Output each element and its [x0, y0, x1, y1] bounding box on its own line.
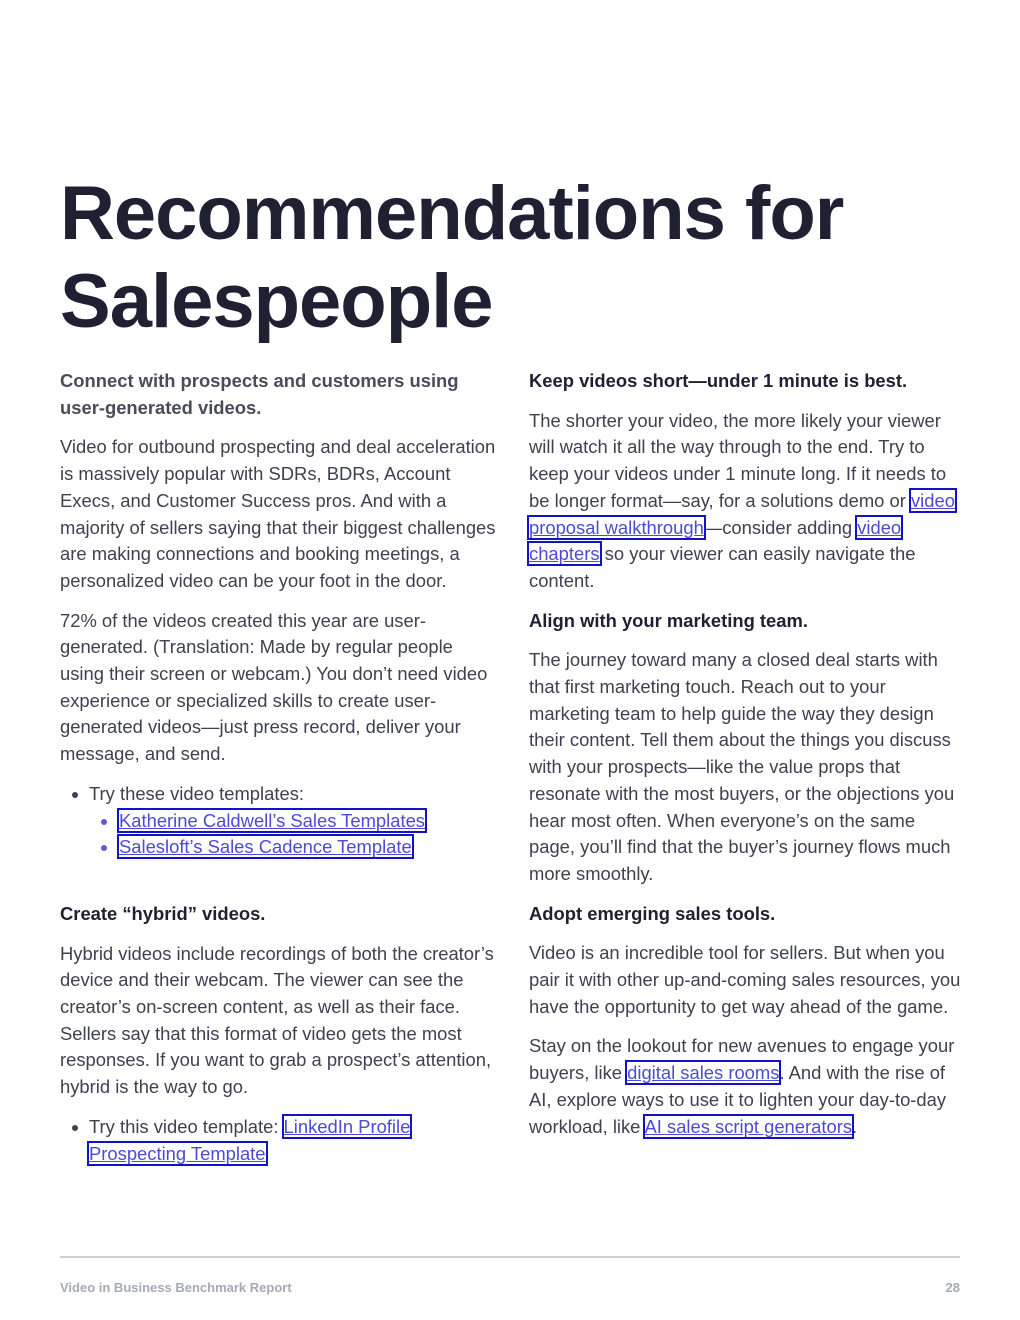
footer-report-name: Video in Business Benchmark Report	[60, 1280, 292, 1295]
text-run: Stay on the lookout for new avenues to engage your buyers, like	[529, 1035, 955, 1084]
left-column	[60, 368, 500, 1180]
hybrid-template-label: Try this video template:	[89, 1115, 284, 1137]
text-run: —consider adding	[703, 516, 858, 538]
right-column	[529, 368, 965, 1153]
footer-page-number: 28	[945, 1280, 960, 1295]
text-run: .	[852, 1115, 858, 1137]
hybrid-paragraph: Hybrid videos include recordings of both the creator’s device and their webcam. The viewer can see the creator’s on-screen content, as well as their face. Sellers say that this format of video gets the most responses. If you want to grab a prospect’s attention, hybrid is the way to go.	[60, 942, 494, 1098]
ugc-paragraph: 72% of the videos created this year are user-generated. (Translation: Made by regular people using their screen or webcam.) You don’t need video experience or specialized skills to create user-generated videos—just press record, deliver your message, and send.	[60, 609, 488, 765]
template-links-list	[89, 808, 500, 861]
page-title: Recommendations for Salespeople	[60, 171, 844, 344]
ai-sales-script-generators-link[interactable]: AI sales script generators	[644, 1115, 853, 1137]
intro-lead: Connect with prospects and customers using user-generated videos.	[60, 370, 459, 418]
short-videos-heading: Keep videos short—under 1 minute is best.	[529, 370, 908, 391]
linkedin-profile-template-link[interactable]: LinkedIn Profile Prospecting Template	[89, 1115, 411, 1164]
digital-sales-rooms-link[interactable]: digital sales rooms	[627, 1062, 780, 1084]
outbound-paragraph: Video for outbound prospecting and deal acceleration is massively popular with SDRs, BDRs, Account Execs, and Customer Success pros. And with a majority of sellers saying that their biggest challenges are making connections and booking meetings, a personalized video can be your foot in the door.	[60, 436, 496, 591]
templates-label: Try these video templates:	[89, 782, 304, 804]
footer-divider	[60, 1256, 960, 1258]
salesloft-cadence-template-link[interactable]: Salesloft’s Sales Cadence Template	[119, 836, 412, 858]
templates-list	[60, 781, 500, 861]
list-item	[89, 834, 500, 861]
avenues-paragraph	[529, 1033, 965, 1140]
text-run: . And with the rise of AI, explore ways to use it to lighten your day-to-day workload, like	[529, 1062, 947, 1137]
katherine-caldwell-templates-link[interactable]: Katherine Caldwell’s Sales Templates	[119, 809, 425, 831]
list-item	[60, 781, 500, 861]
marketing-paragraph: The journey toward many a closed deal starts with that first marketing touch. Reach out to your marketing team to help guide the way they design their content. Tell them about the things you discuss with your prospects—like the value props that resonate with the most buyers, or the objections you hear most often. When everyone’s on the same page, you’ll find that the buyer’s journey flows much more smoothly.	[529, 649, 955, 884]
short-videos-paragraph	[529, 408, 965, 595]
list-item	[60, 1114, 500, 1167]
text-run: so your viewer can easily navigate the content.	[529, 543, 916, 591]
sales-tools-paragraph: Video is an incredible tool for sellers. But when you pair it with other up-and-coming sales resources, you have the opportunity to get way ahead of the game.	[529, 942, 961, 1017]
hybrid-heading: Create “hybrid” videos.	[60, 902, 266, 924]
video-proposal-walkthrough-link[interactable]: video proposal walkthrough	[529, 489, 955, 538]
sales-tools-heading: Adopt emerging sales tools.	[529, 902, 776, 924]
hybrid-template-list	[60, 1114, 500, 1167]
text-run: The shorter your video, the more likely your viewer will watch it all the way through to the end. Try to keep your videos under 1 minute long. If it needs to be longer format—say, for a solutions demo or	[529, 409, 947, 511]
marketing-heading: Align with your marketing team.	[529, 609, 808, 631]
list-item	[89, 808, 500, 835]
video-chapters-link[interactable]: video chapters	[529, 516, 902, 565]
